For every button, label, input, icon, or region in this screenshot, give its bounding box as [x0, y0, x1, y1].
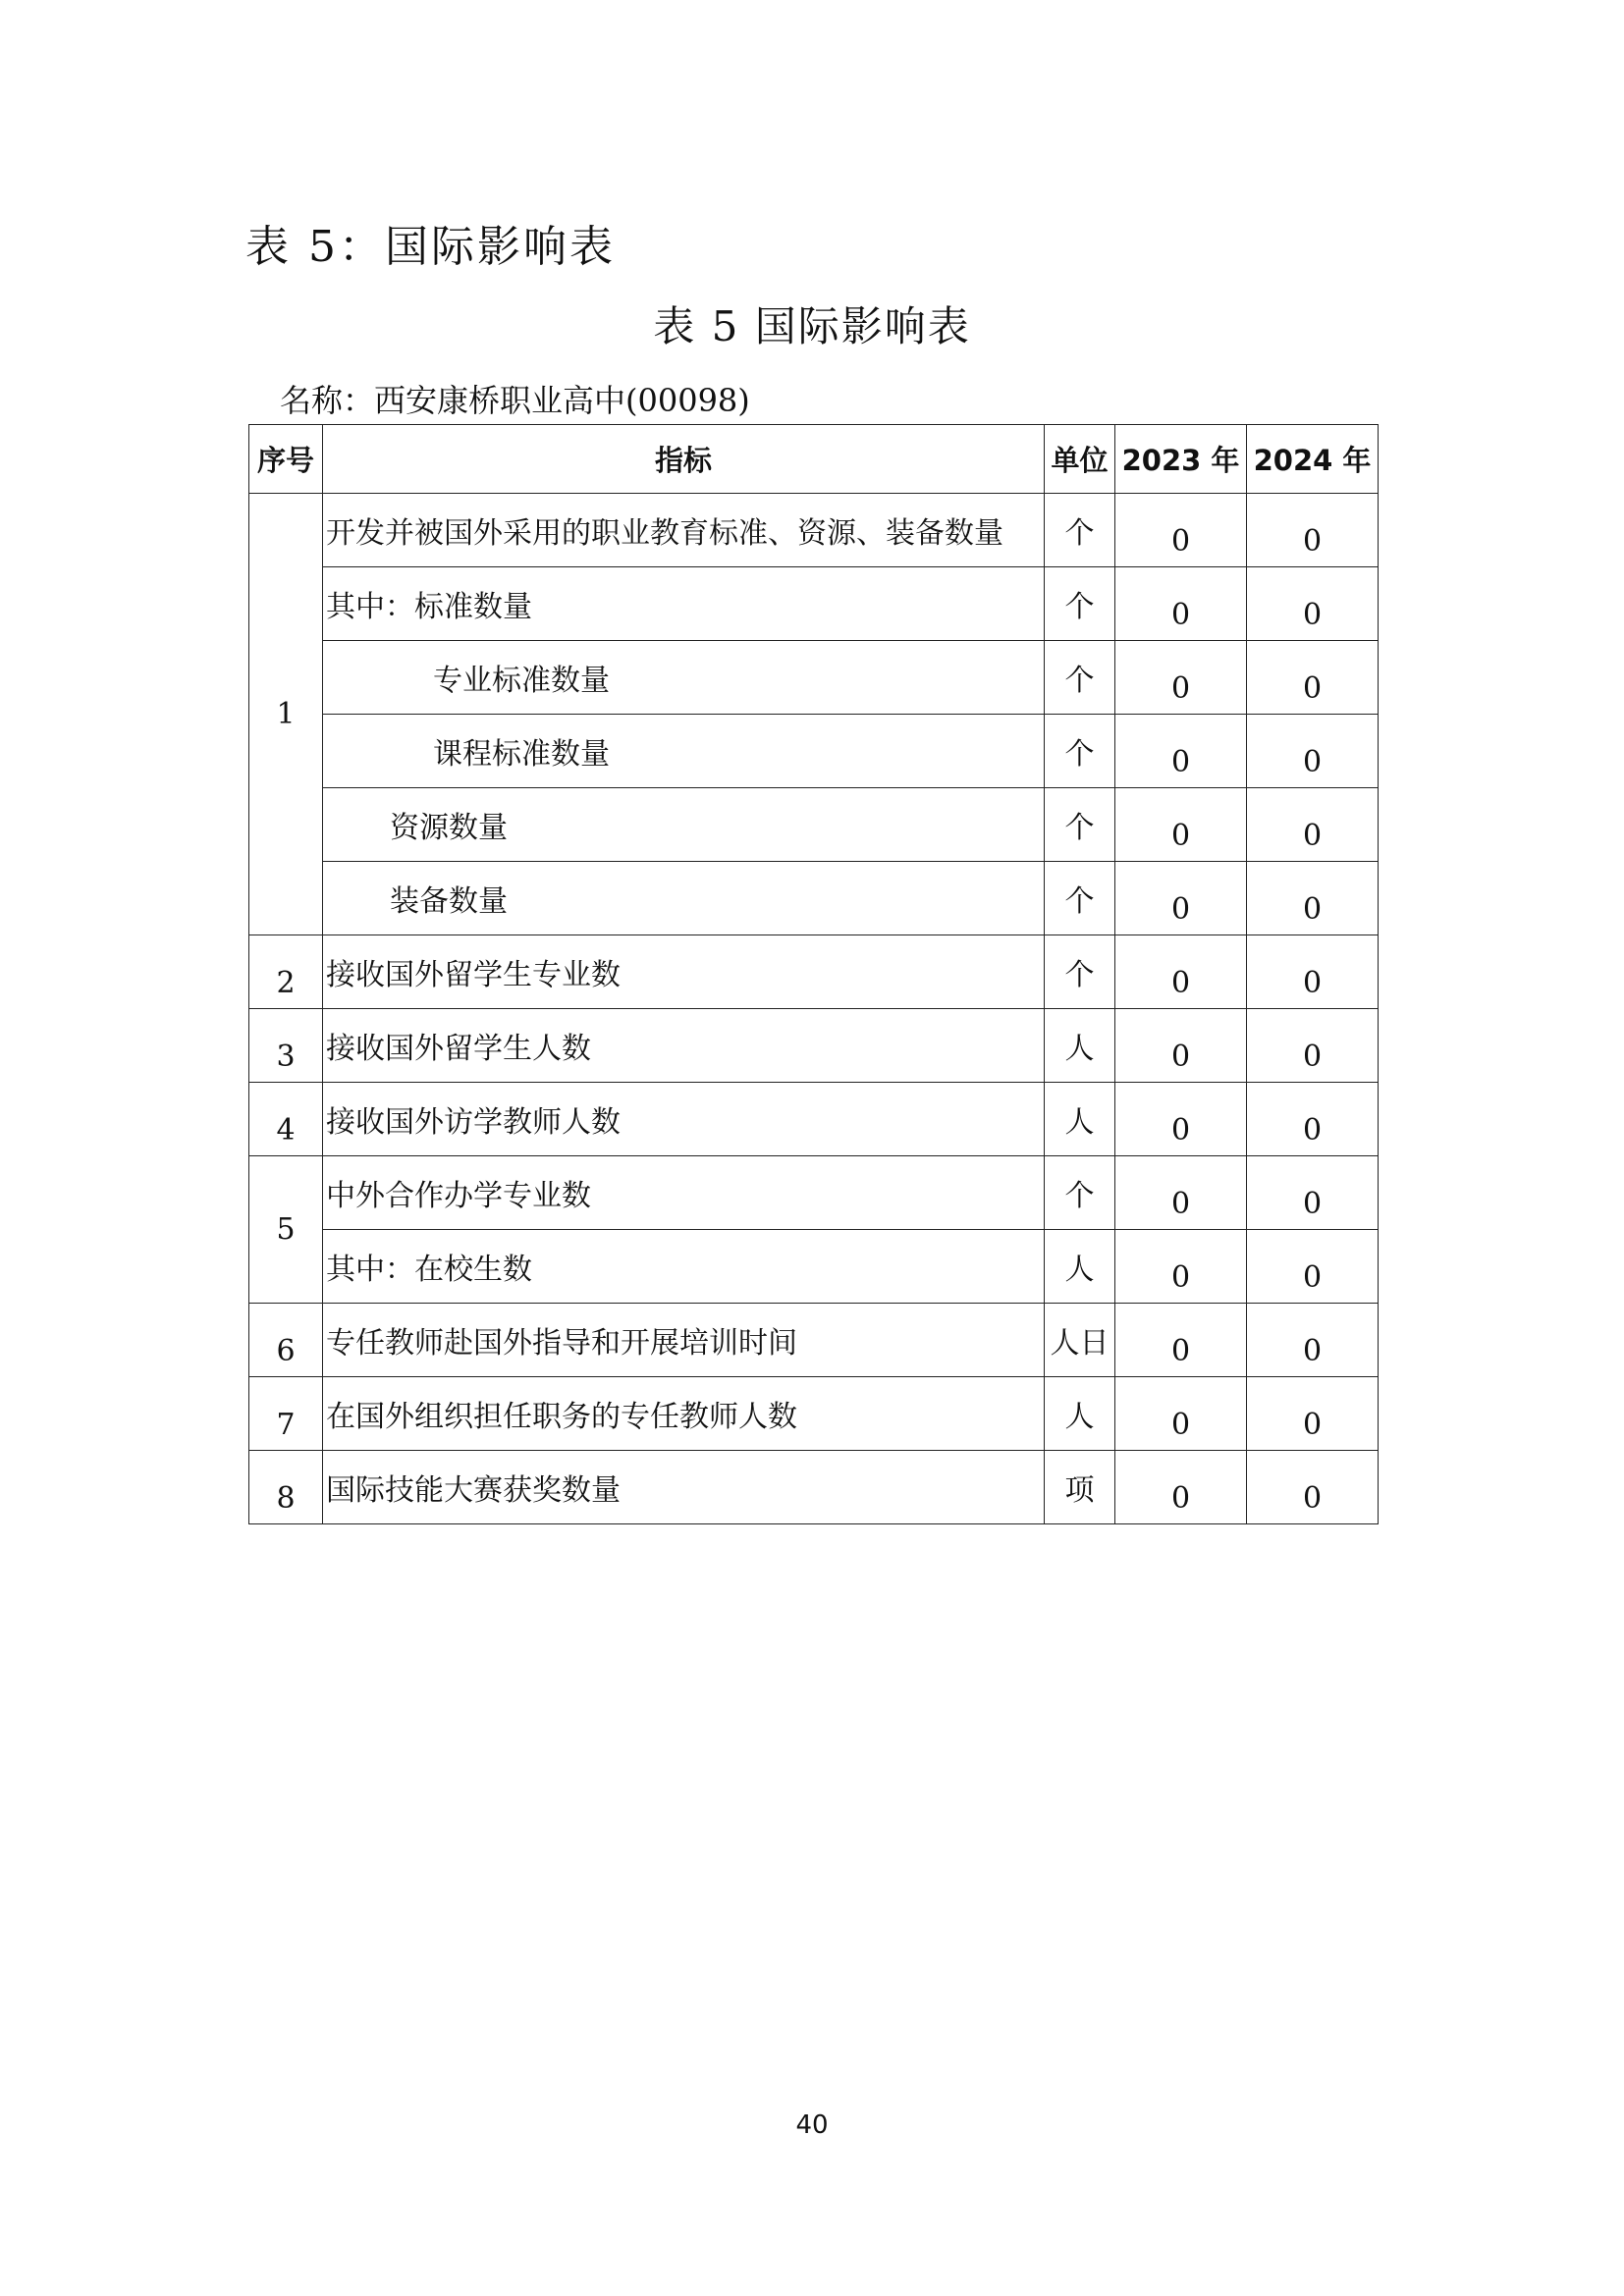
- row-seq: 4: [249, 1083, 323, 1156]
- table-row: [249, 935, 1379, 1009]
- row-value-2023: 0: [1115, 641, 1247, 715]
- table-header-row: [249, 425, 1379, 494]
- row-seq: 8: [249, 1451, 323, 1524]
- row-value-2023: 0: [1115, 1304, 1247, 1377]
- row-value-2023: 0: [1115, 715, 1247, 788]
- row-indicator: 开发并被国外采用的职业教育标准、资源、装备数量: [323, 494, 1045, 567]
- table-row: [249, 1230, 1379, 1304]
- row-unit: 人: [1045, 1009, 1115, 1083]
- row-indicator: 接收国外留学生人数: [323, 1009, 1045, 1083]
- row-value-2023: 0: [1115, 1009, 1247, 1083]
- row-unit: 人: [1045, 1377, 1115, 1451]
- row-seq: 1: [249, 494, 323, 935]
- row-seq: 6: [249, 1304, 323, 1377]
- row-value-2024: 0: [1247, 1230, 1379, 1304]
- row-indicator: 国际技能大赛获奖数量: [323, 1451, 1045, 1524]
- row-value-2024: 0: [1247, 862, 1379, 935]
- row-value-2023: 0: [1115, 494, 1247, 567]
- row-value-2023: 0: [1115, 1156, 1247, 1230]
- row-unit: 人: [1045, 1083, 1115, 1156]
- row-value-2024: 0: [1247, 567, 1379, 641]
- table-row: [249, 1083, 1379, 1156]
- row-unit: 个: [1045, 788, 1115, 862]
- row-value-2024: 0: [1247, 641, 1379, 715]
- row-unit: 项: [1045, 1451, 1115, 1524]
- table-row: [249, 1451, 1379, 1524]
- header-seq: 序号: [249, 425, 323, 494]
- section-heading: 表 5：国际影响表: [245, 222, 616, 272]
- row-indicator: 接收国外留学生专业数: [323, 935, 1045, 1009]
- row-indicator: 接收国外访学教师人数: [323, 1083, 1045, 1156]
- row-value-2024: 0: [1247, 1451, 1379, 1524]
- row-value-2024: 0: [1247, 494, 1379, 567]
- row-indicator: 其中：标准数量: [323, 567, 1045, 641]
- table-row: [249, 641, 1379, 715]
- row-value-2023: 0: [1115, 1083, 1247, 1156]
- table-row: [249, 494, 1379, 567]
- table-row: [249, 567, 1379, 641]
- row-value-2024: 0: [1247, 788, 1379, 862]
- table-row: [249, 1377, 1379, 1451]
- row-unit: 个: [1045, 862, 1115, 935]
- row-indicator: 课程标准数量: [323, 715, 1045, 788]
- row-value-2024: 0: [1247, 1304, 1379, 1377]
- header-year-2024: 2024 年: [1247, 425, 1379, 494]
- row-value-2023: 0: [1115, 567, 1247, 641]
- row-value-2023: 0: [1115, 935, 1247, 1009]
- page-number: 40: [795, 2110, 829, 2140]
- school-name-label: 名称：西安康桥职业高中(00098): [280, 382, 750, 419]
- row-indicator: 其中：在校生数: [323, 1230, 1045, 1304]
- row-seq: 7: [249, 1377, 323, 1451]
- row-unit: 人: [1045, 1230, 1115, 1304]
- table-row: [249, 1156, 1379, 1230]
- row-unit: 人日: [1045, 1304, 1115, 1377]
- row-indicator: 装备数量: [323, 862, 1045, 935]
- row-value-2023: 0: [1115, 1230, 1247, 1304]
- header-year-2023: 2023 年: [1115, 425, 1247, 494]
- row-unit: 个: [1045, 567, 1115, 641]
- row-value-2024: 0: [1247, 1009, 1379, 1083]
- row-seq: 5: [249, 1156, 323, 1304]
- header-unit: 单位: [1045, 425, 1115, 494]
- table-row: [249, 1009, 1379, 1083]
- table-row: [249, 1304, 1379, 1377]
- row-value-2023: 0: [1115, 1451, 1247, 1524]
- row-value-2024: 0: [1247, 715, 1379, 788]
- table-row: [249, 788, 1379, 862]
- row-indicator: 在国外组织担任职务的专任教师人数: [323, 1377, 1045, 1451]
- row-unit: 个: [1045, 715, 1115, 788]
- row-value-2024: 0: [1247, 935, 1379, 1009]
- row-indicator: 专任教师赴国外指导和开展培训时间: [323, 1304, 1045, 1377]
- row-unit: 个: [1045, 1156, 1115, 1230]
- row-unit: 个: [1045, 494, 1115, 567]
- row-indicator: 中外合作办学专业数: [323, 1156, 1045, 1230]
- table-row: [249, 862, 1379, 935]
- row-unit: 个: [1045, 641, 1115, 715]
- row-indicator: 资源数量: [323, 788, 1045, 862]
- row-indicator: 专业标准数量: [323, 641, 1045, 715]
- row-seq: 2: [249, 935, 323, 1009]
- row-unit: 个: [1045, 935, 1115, 1009]
- table-title: 表 5 国际影响表: [653, 302, 971, 350]
- table-row: [249, 715, 1379, 788]
- row-value-2023: 0: [1115, 1377, 1247, 1451]
- row-value-2024: 0: [1247, 1156, 1379, 1230]
- international-influence-table: [248, 424, 1379, 1524]
- row-value-2023: 0: [1115, 788, 1247, 862]
- row-seq: 3: [249, 1009, 323, 1083]
- row-value-2024: 0: [1247, 1377, 1379, 1451]
- row-value-2023: 0: [1115, 862, 1247, 935]
- header-indicator: 指标: [323, 425, 1045, 494]
- row-value-2024: 0: [1247, 1083, 1379, 1156]
